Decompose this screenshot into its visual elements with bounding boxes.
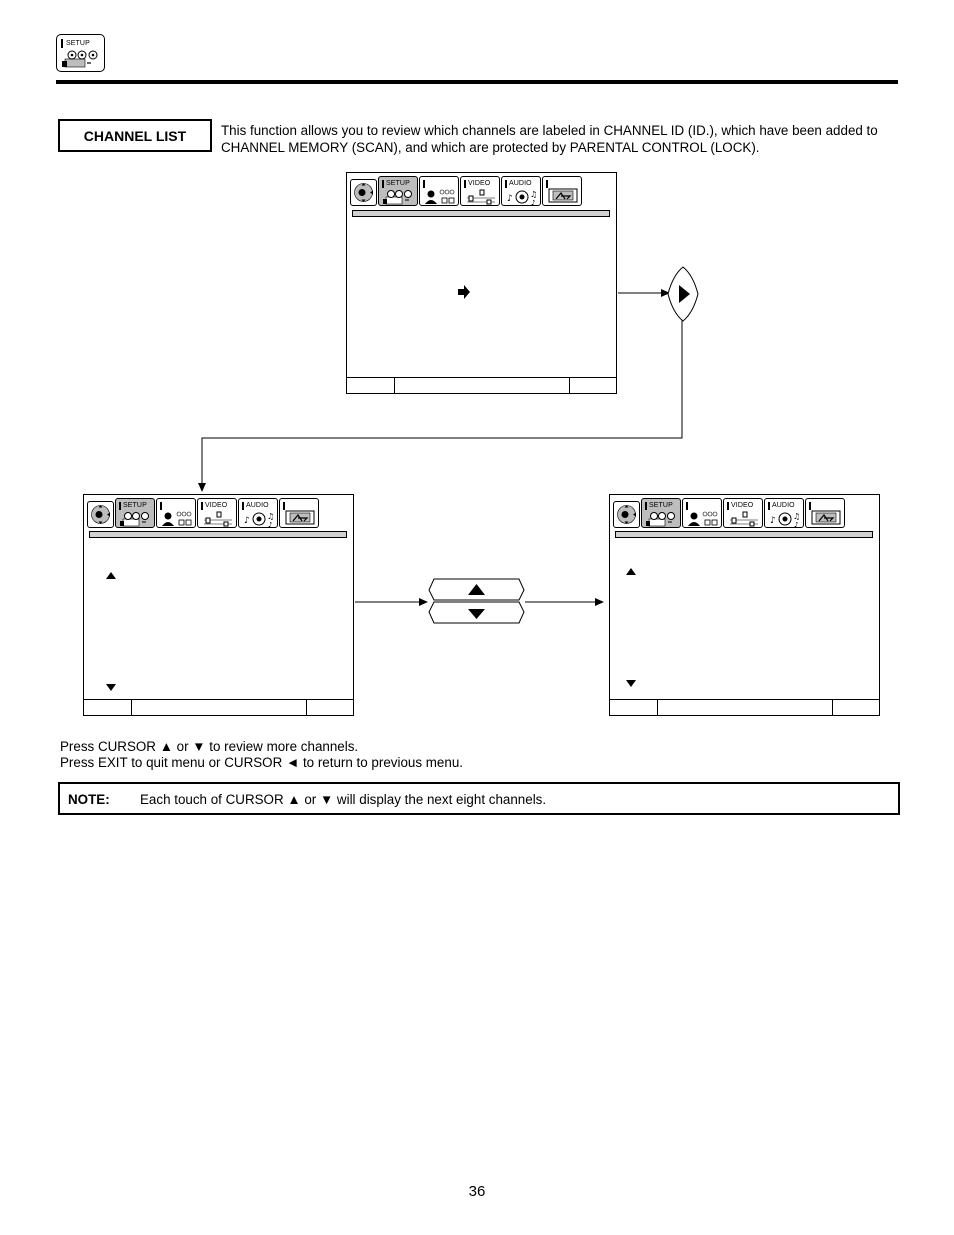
selection-bar [89, 531, 347, 538]
scroll-up-icon [106, 572, 116, 579]
cursor-pad-icon [87, 501, 114, 528]
film-icon [284, 509, 316, 526]
note-text: Each touch of CURSOR ▲ or ▼ will display the next eight channels. [140, 792, 547, 807]
tab-customize [682, 498, 722, 528]
scroll-down-icon [626, 680, 636, 687]
svg-text:♪: ♪ [507, 194, 513, 204]
tab-theater [805, 498, 845, 528]
tab-theater [279, 498, 319, 528]
status-bar [84, 699, 353, 715]
arrowhead-icon [198, 483, 206, 492]
menu-screen-top [346, 172, 617, 394]
svg-text:♪: ♪ [268, 521, 273, 527]
tab-customize [156, 498, 196, 528]
scroll-up-icon [626, 568, 636, 575]
video-sliders-icon [463, 188, 499, 205]
vcr-reels-icon [381, 189, 417, 205]
arrowhead-icon [595, 598, 604, 606]
header-rule [56, 80, 898, 84]
audio-speaker-icon [767, 510, 803, 527]
note-label: NOTE: [68, 792, 110, 807]
svg-text:♪: ♪ [770, 516, 776, 526]
film-icon [547, 187, 579, 204]
svg-text:♫: ♫ [530, 190, 538, 199]
person-icon [159, 509, 195, 527]
instruction-line-1: Press CURSOR ▲ or ▼ to review more channels. [60, 739, 359, 754]
vcr-reels-icon [118, 511, 154, 527]
vcr-reels-icon [60, 49, 102, 69]
svg-text:♪: ♪ [531, 199, 536, 205]
audio-speaker-icon [241, 510, 277, 527]
svg-text:♪: ♪ [794, 521, 799, 527]
selection-bar [352, 210, 610, 217]
film-icon [810, 509, 842, 526]
tab-setup: SETUP [641, 498, 681, 528]
menu-screen-left [83, 494, 354, 716]
setup-icon-label: SETUP [66, 40, 90, 47]
tab-video: VIDEO [723, 498, 763, 528]
tab-customize [419, 176, 459, 206]
instruction-line-2: Press EXIT to quit menu or CURSOR ◄ to return to previous menu. [60, 755, 463, 770]
tab-theater [542, 176, 582, 206]
tab-audio: AUDIO ♪ ♫ ♪ [238, 498, 278, 528]
tab-video: VIDEO [197, 498, 237, 528]
setup-header-icon [56, 34, 105, 72]
person-icon [685, 509, 721, 527]
svg-text:♪: ♪ [244, 516, 250, 526]
menu-screen-right [609, 494, 880, 716]
note-box [58, 782, 900, 815]
person-icon [422, 187, 458, 205]
tab-video: VIDEO [460, 176, 500, 206]
section-intro: This function allows you to review which channels are labeled in CHANNEL ID (ID.), which have been added to CHANNEL MEMORY (SCAN), and which are protected by PARENTAL CONTROL (LOCK). [221, 123, 878, 155]
cursor-pad-icon [350, 179, 377, 206]
vcr-reels-icon [644, 511, 680, 527]
video-sliders-icon [200, 510, 236, 527]
video-sliders-icon [726, 510, 762, 527]
tab-setup: SETUP [115, 498, 155, 528]
page-number: 36 [468, 1183, 486, 1200]
status-bar [347, 377, 616, 393]
svg-text:♫: ♫ [267, 512, 275, 521]
tab-setup: SETUP [378, 176, 418, 206]
cursor-pad-icon [613, 501, 640, 528]
tab-audio: AUDIO ♪ ♫ ♪ [764, 498, 804, 528]
scroll-down-icon [106, 684, 116, 691]
section-title: CHANNEL LIST [58, 119, 212, 152]
arrowhead-icon [419, 598, 428, 606]
tab-audio: AUDIO ♪ ♫ ♪ [501, 176, 541, 206]
svg-text:♫: ♫ [793, 512, 801, 521]
right-arrow-icon [457, 285, 471, 299]
cursor-up-down-buttons-icon [428, 578, 525, 624]
cursor-right-button-icon [667, 266, 699, 322]
status-bar [610, 699, 879, 715]
selection-bar [615, 531, 873, 538]
tab-tick [61, 39, 63, 48]
audio-speaker-icon [504, 188, 540, 205]
